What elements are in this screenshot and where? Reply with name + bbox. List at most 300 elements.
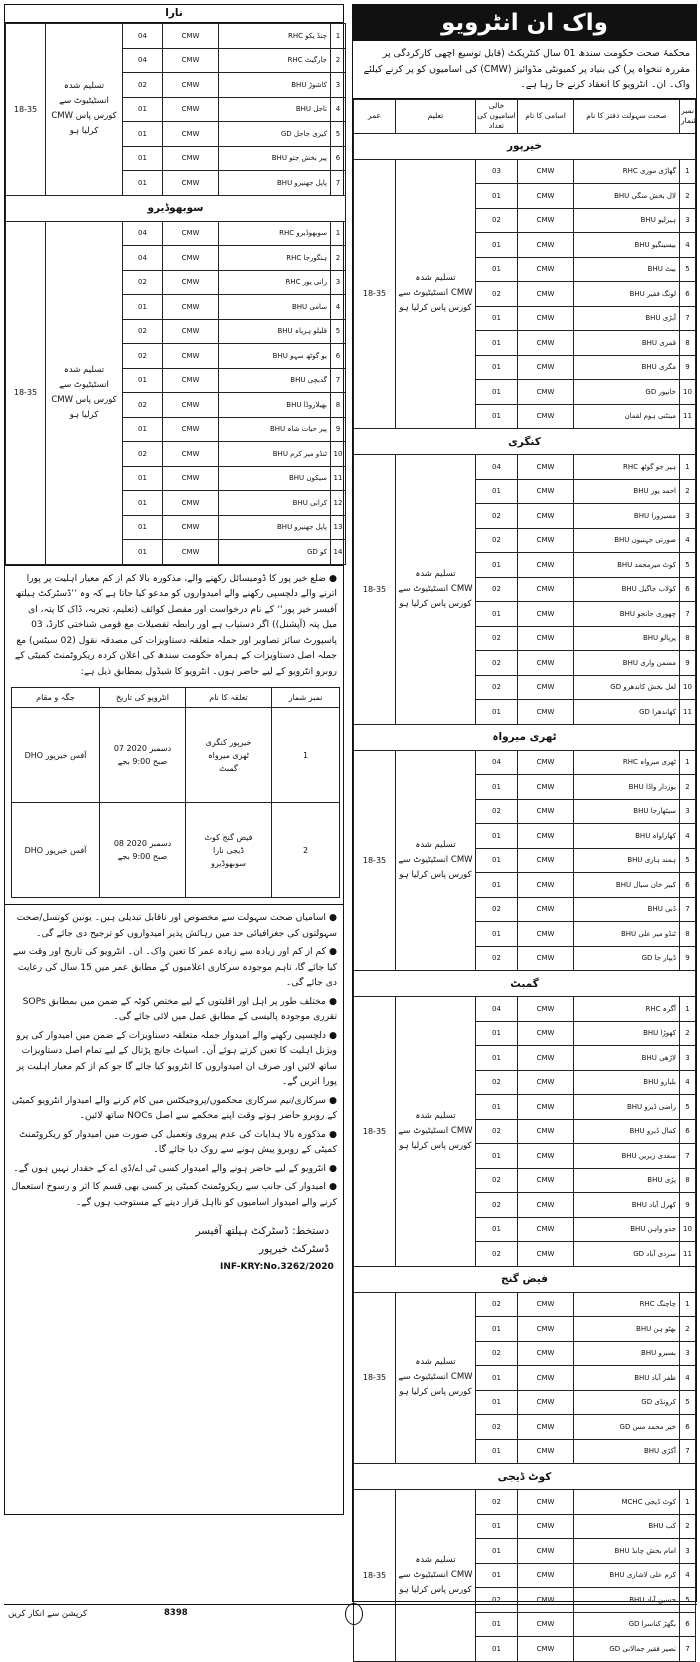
vacancy-count: 04 <box>123 48 163 73</box>
facility-name: BHU ڈبی <box>574 897 680 922</box>
rule-item: ● کم از کم اور زیادہ سے زیادہ عمر کا تعین واک۔ ان۔ انٹرویو کی تاریخ اور وقت سے کیا جائے گا، تاہم موجودہ سرکاری اعلامیوں کے مطابق عمر میں 15 سال کی رعایت دی جائے گی۔ <box>11 944 337 991</box>
education-requirement: تسلیم شدہ انسٹیٹیوٹ سے CMW کورس پاس کرلیا ہو <box>396 1292 476 1464</box>
vacancy-count: 02 <box>476 528 518 553</box>
post-name: CMW <box>163 417 219 442</box>
facility-name: BHU کھرل آباد <box>574 1193 680 1218</box>
serial-number: 11 <box>680 700 696 725</box>
vacancy-count: 02 <box>476 626 518 651</box>
facility-name: BHU کوٹ میرمحمد <box>574 553 680 578</box>
post-name: CMW <box>163 515 219 540</box>
post-name: CMW <box>518 1070 574 1095</box>
vacancy-count: 02 <box>476 799 518 824</box>
schedule-header: انٹرویو کی تاریخ <box>100 688 186 708</box>
serial-number: 6 <box>331 146 346 171</box>
serial-number: 8 <box>331 393 346 418</box>
schedule-header: تعلقہ کا نام <box>186 688 272 708</box>
facility-name: RHC آگرہ <box>574 997 680 1022</box>
section-header-row <box>354 429 696 455</box>
facility-name: BHU کاشوڑ <box>219 73 331 98</box>
post-name: CMW <box>163 48 219 73</box>
post-name: CMW <box>163 466 219 491</box>
serial-number: 1 <box>680 159 696 184</box>
facility-name: BHU پیر حیات شاہ <box>219 417 331 442</box>
serial-number: 9 <box>331 417 346 442</box>
schedule-wrapper <box>5 687 343 898</box>
post-name: CMW <box>518 577 574 602</box>
post-name: CMW <box>518 1366 574 1391</box>
post-name: CMW <box>518 528 574 553</box>
facility-name: BHU ٹنڈو میر علی <box>574 922 680 947</box>
post-name: CMW <box>518 1046 574 1071</box>
facility-name: GD کو <box>219 540 331 565</box>
serial-number: 1 <box>680 750 696 775</box>
serial-number: 4 <box>680 1070 696 1095</box>
vacancy-count: 01 <box>476 355 518 380</box>
post-name: CMW <box>163 393 219 418</box>
serial-number: 2 <box>680 1514 696 1539</box>
schedule-talukas: فیض گنج کوٹ ڈیجی نارا سوبھوڈیرو <box>186 803 272 898</box>
vacancy-count: 01 <box>476 602 518 627</box>
facility-name: BHU مگری <box>574 355 680 380</box>
facility-name: RHC گھاڑی موری <box>574 159 680 184</box>
header-vacancies: خالی اسامیوں کی تعداد <box>476 99 518 133</box>
vacancy-count: 02 <box>476 897 518 922</box>
age-range: 18-35 <box>354 750 396 971</box>
serial-number: 3 <box>680 1046 696 1071</box>
post-name: CMW <box>518 1439 574 1464</box>
vacancy-count: 01 <box>476 553 518 578</box>
vacancy-count: 02 <box>476 1119 518 1144</box>
schedule-talukas: خیرپور کنگری ٹھری میرواہ گمبٹ <box>186 708 272 803</box>
vacancy-count: 01 <box>476 184 518 209</box>
vacancy-count: 01 <box>476 1317 518 1342</box>
vacancy-count: 01 <box>476 404 518 429</box>
post-name: CMW <box>163 97 219 122</box>
vacancy-count: 01 <box>123 295 163 320</box>
vacancy-count: 02 <box>476 282 518 307</box>
post-name: CMW <box>518 848 574 873</box>
serial-number: 2 <box>331 48 346 73</box>
vacancy-count: 04 <box>476 750 518 775</box>
facility-name: BHU بھیلاروڈا <box>219 393 331 418</box>
post-name: CMW <box>518 553 574 578</box>
vacancy-row <box>6 24 346 49</box>
post-name: CMW <box>163 171 219 196</box>
post-name: CMW <box>518 922 574 947</box>
serial-number: 9 <box>680 1193 696 1218</box>
serial-number: 10 <box>680 675 696 700</box>
facility-name: RHC ٹھری میرواہ <box>574 750 680 775</box>
section-header-row <box>6 195 346 221</box>
section-header-row <box>354 971 696 997</box>
schedule-row <box>12 803 340 898</box>
serial-number: 2 <box>680 1317 696 1342</box>
age-range: 18-35 <box>354 1490 396 1662</box>
facility-name: BHU کرانی <box>219 491 331 516</box>
education-requirement: تسلیم شدہ انسٹیٹیوٹ سے CMW کورس پاس کرلیا ہو <box>396 455 476 725</box>
facility-name: BHU بھٹو ہن <box>574 1317 680 1342</box>
post-name: CMW <box>518 257 574 282</box>
post-name: CMW <box>163 146 219 171</box>
serial-number: 10 <box>680 1217 696 1242</box>
serial-number: 2 <box>680 479 696 504</box>
post-name: CMW <box>518 504 574 529</box>
intro-text: محکمۂ صحت حکومت سندھ 01 سال کنٹریکٹ (قابل توسیع اچھی کارکردگی پر مقررہ تنخواہ پر) کی بنیاد پر کمیونٹی مڈوائیز (CMW) کی اسامیوں کو پر کرنے کیلئے واک۔ ان۔ انٹرویو کا انعقاد کرنے جا رہا ہے۔ <box>353 41 696 99</box>
facility-name: BHU گدیچی <box>219 368 331 393</box>
facility-name: RHC چنڈ یکو <box>219 24 331 49</box>
education-requirement: تسلیم شدہ انسٹیٹیوٹ سے CMW کورس پاس کرلیا ہو <box>396 159 476 429</box>
section-header-row <box>354 1464 696 1490</box>
vacancy-count: 01 <box>476 1095 518 1120</box>
facility-name: GD سردی آباد <box>574 1242 680 1267</box>
education-requirement: تسلیم شدہ انسٹیٹیوٹ سے CMW کورس پاس کرلیا ہو <box>46 24 123 196</box>
serial-number: 1 <box>680 997 696 1022</box>
post-name: CMW <box>518 355 574 380</box>
facility-name: RHC سوبھوڈیرو <box>219 221 331 246</box>
serial-number: 5 <box>331 319 346 344</box>
post-name: CMW <box>163 24 219 49</box>
vacancy-count: 04 <box>123 246 163 271</box>
serial-number: 4 <box>331 97 346 122</box>
section-header-row <box>354 724 696 750</box>
schedule-time: صبح 9:00 بجے <box>117 757 168 766</box>
post-name: CMW <box>518 1637 574 1662</box>
header-facility: صحت سہولت دفتر کا نام <box>574 99 680 133</box>
post-name: CMW <box>518 1095 574 1120</box>
facility-name: BHU لال بخش منگی <box>574 184 680 209</box>
post-name: CMW <box>518 1514 574 1539</box>
age-range: 18-35 <box>354 455 396 725</box>
post-name: CMW <box>518 479 574 504</box>
vacancy-count: 02 <box>123 319 163 344</box>
serial-number: 7 <box>680 1144 696 1169</box>
facility-name: RHC رانی پور <box>219 270 331 295</box>
facility-name: BHU پاپل جھنیرو <box>219 171 331 196</box>
facility-name: BHU بسیرو <box>574 1341 680 1366</box>
page-title: واک ان انٹرویو <box>353 5 696 41</box>
vacancy-count: 01 <box>123 97 163 122</box>
serial-number: 2 <box>680 184 696 209</box>
post-name: CMW <box>518 651 574 676</box>
serial-number: 3 <box>680 208 696 233</box>
right-column <box>352 4 698 1653</box>
vacancy-count: 01 <box>476 1637 518 1662</box>
vacancy-count: 01 <box>476 479 518 504</box>
section-title: فیض گنج <box>354 1266 696 1292</box>
post-name: CMW <box>518 184 574 209</box>
facility-name: BHU حسین آباد <box>574 1588 680 1613</box>
vacancy-row <box>354 750 696 775</box>
post-name: CMW <box>518 404 574 429</box>
facility-name: BHU ظفر آباد <box>574 1366 680 1391</box>
signature-line-2: ڈسٹرکٹ خیرپور <box>259 1243 329 1255</box>
schedule-place: DHO آفس خیرپور <box>12 803 100 898</box>
schedule-row <box>12 708 340 803</box>
post-name: CMW <box>518 602 574 627</box>
vacancy-count: 01 <box>123 491 163 516</box>
post-name: CMW <box>163 442 219 467</box>
signature-block <box>5 1218 343 1262</box>
serial-number: 2 <box>680 1021 696 1046</box>
section-title: کوٹ ڈیجی <box>354 1464 696 1490</box>
vacancy-row <box>6 221 346 246</box>
post-name: CMW <box>163 73 219 98</box>
serial-number: 11 <box>680 404 696 429</box>
post-name: CMW <box>518 1292 574 1317</box>
vacancy-count: 01 <box>476 380 518 405</box>
serial-number: 3 <box>680 1341 696 1366</box>
vacancy-count: 02 <box>476 1341 518 1366</box>
serial-number: 3 <box>680 799 696 824</box>
section-title: کنگری <box>354 429 696 455</box>
serial-number: 3 <box>331 73 346 98</box>
notice-paragraph <box>5 565 343 688</box>
facility-name: BHU لاڑھی <box>574 1046 680 1071</box>
facility-name: BHU قمری <box>574 331 680 356</box>
serial-number: 4 <box>680 824 696 849</box>
serial-number: 4 <box>680 233 696 258</box>
serial-number: 1 <box>680 1490 696 1515</box>
vacancy-row <box>354 455 696 480</box>
facility-name: BHU کب <box>574 1514 680 1539</box>
vacancy-count: 02 <box>123 393 163 418</box>
vacancy-count: 02 <box>476 1242 518 1267</box>
schedule-number: 2 <box>272 803 340 898</box>
section-title: ٹھری میرواہ <box>354 724 696 750</box>
post-name: CMW <box>518 1144 574 1169</box>
vacancy-count: 04 <box>123 24 163 49</box>
post-name: CMW <box>518 1390 574 1415</box>
serial-number: 1 <box>331 24 346 49</box>
facility-name: BHU کھوڑا <box>574 1021 680 1046</box>
serial-number: 11 <box>331 466 346 491</box>
post-name: CMW <box>163 221 219 246</box>
vacancy-count: 02 <box>476 1168 518 1193</box>
serial-number: 5 <box>680 1095 696 1120</box>
post-name: CMW <box>163 540 219 565</box>
post-name: CMW <box>163 295 219 320</box>
rule-item: ● مختلف طور پر اہل اور اقلیتوں کے لیے مختص کوٹہ کے ضمن میں بمطابق SOPs تقرری موجودہ پالیسی کے مطابق عمل میں لائی جائے گی۔ <box>11 994 337 1025</box>
vacancy-count: 02 <box>476 1490 518 1515</box>
post-name: CMW <box>518 824 574 849</box>
facility-name: BHU سعدی زیریں <box>574 1144 680 1169</box>
facility-name: BHU کبیر خان سیال <box>574 873 680 898</box>
vacancy-count: 01 <box>123 417 163 442</box>
vacancy-count: 01 <box>476 1144 518 1169</box>
serial-number: 8 <box>680 922 696 947</box>
age-range: 18-35 <box>354 1292 396 1464</box>
vacancy-count: 01 <box>123 146 163 171</box>
facility-name: GD خیر محمد مس <box>574 1415 680 1440</box>
interview-schedule-table <box>11 687 340 898</box>
serial-number: 10 <box>680 380 696 405</box>
facility-name: GD نصیر فقیر جمالانی <box>574 1637 680 1662</box>
education-requirement: تسلیم شدہ انسٹیٹیوٹ سے CMW کورس پاس کرلیا ہو <box>396 1490 476 1662</box>
post-name: CMW <box>518 675 574 700</box>
facility-name: BHU راضی ڈیرو <box>574 1095 680 1120</box>
rule-item: ● دلچسپی رکھنے والے امیدوار جملہ متعلقہ دستاویزات کے ضمن میں امیدوار کی پرو ویژنل اہلیت کا تعین کرتے ہوئے آن۔ اسپاٹ جانچ پڑتال کے لیے تمام اصل دستاویزات ساتھ لائیں اور صرف ان امیدواروں کا انٹرویو کیا جائے گا جو کم از کم معیار اہلیت پر پورا اتریں گے۔ <box>11 1028 337 1090</box>
vacancy-count: 01 <box>476 922 518 947</box>
vacancy-count: 02 <box>123 344 163 369</box>
post-name: CMW <box>518 208 574 233</box>
facility-name: BHU سیٹھارجا <box>574 799 680 824</box>
vacancy-count: 01 <box>123 466 163 491</box>
facility-name: BHU پڑی <box>574 1168 680 1193</box>
serial-number: 13 <box>331 515 346 540</box>
facility-name: BHU کولاب جاگیل <box>574 577 680 602</box>
vacancy-count: 02 <box>476 946 518 971</box>
vacancy-count: 02 <box>476 1588 518 1613</box>
post-name: CMW <box>518 306 574 331</box>
facility-name: BHU احمد پور <box>574 479 680 504</box>
post-name: CMW <box>518 1539 574 1564</box>
post-name: CMW <box>518 1341 574 1366</box>
nara-section-label: نارا <box>4 4 344 22</box>
post-name: CMW <box>518 331 574 356</box>
vacancy-count: 01 <box>476 1612 518 1637</box>
facility-name: GD کھاندھرا <box>574 700 680 725</box>
serial-number: 7 <box>331 171 346 196</box>
serial-number: 8 <box>680 331 696 356</box>
facility-name: BHU پیر بخش جتو <box>219 146 331 171</box>
serial-number: 14 <box>331 540 346 565</box>
post-name: CMW <box>518 750 574 775</box>
vacancy-count: 01 <box>476 824 518 849</box>
vacancy-count: 01 <box>123 171 163 196</box>
post-name: CMW <box>518 1021 574 1046</box>
right-vacancy-table <box>353 99 696 1662</box>
post-name: CMW <box>518 1588 574 1613</box>
vacancy-count: 01 <box>476 775 518 800</box>
age-range: 18-35 <box>354 997 396 1267</box>
left-vacancy-table <box>5 23 346 565</box>
serial-number: 5 <box>680 553 696 578</box>
facility-name: BHU سامی <box>219 295 331 320</box>
vacancy-count: 01 <box>476 1539 518 1564</box>
post-name: CMW <box>163 270 219 295</box>
vacancy-count: 02 <box>123 442 163 467</box>
facility-name: BHU ہیرلیو <box>574 208 680 233</box>
facility-name: BHU امام بخش چانڈ <box>574 1539 680 1564</box>
serial-number: 7 <box>680 1439 696 1464</box>
post-name: CMW <box>518 799 574 824</box>
footer-slogan: کرپشن سے انکار کریں <box>8 1609 88 1619</box>
vacancy-count: 01 <box>123 540 163 565</box>
facility-name: BHU صورتی جہنیوں <box>574 528 680 553</box>
facility-name: BHU کرم علی لاشاری <box>574 1563 680 1588</box>
vacancy-count: 01 <box>476 257 518 282</box>
post-name: CMW <box>518 1563 574 1588</box>
facility-name: BHU پریالو <box>574 626 680 651</box>
serial-number: 4 <box>680 528 696 553</box>
serial-number: 9 <box>680 651 696 676</box>
vacancy-row <box>354 1490 696 1515</box>
post-name: CMW <box>518 946 574 971</box>
serial-number: 7 <box>680 897 696 922</box>
serial-number: 5 <box>680 1390 696 1415</box>
serial-number: 6 <box>680 577 696 602</box>
facility-name: BHU مسیرورا <box>574 504 680 529</box>
facility-name: BHU کمال ڈیرو <box>574 1119 680 1144</box>
serial-number: 3 <box>680 1539 696 1564</box>
post-name: CMW <box>518 282 574 307</box>
serial-number: 5 <box>680 257 696 282</box>
facility-name: BHU بیسینگیو <box>574 233 680 258</box>
schedule-date-cell <box>100 708 186 803</box>
vacancy-count: 01 <box>123 368 163 393</box>
vacancy-count: 02 <box>476 577 518 602</box>
facility-name: GD خانپور <box>574 380 680 405</box>
post-name: CMW <box>163 344 219 369</box>
section-title: خیرپور <box>354 133 696 159</box>
serial-number: 9 <box>680 946 696 971</box>
vacancy-count: 01 <box>476 1046 518 1071</box>
rule-item: ● انٹرویو کے لیے حاضر ہونے والے امیدوار کسی ٹی اے/ڈی اے کے حقدار نہیں ہوں گے۔ <box>11 1161 337 1177</box>
header-age: عمر <box>354 99 396 133</box>
schedule-header: نمبر شمار <box>272 688 340 708</box>
serial-number: 11 <box>680 1242 696 1267</box>
serial-number: 8 <box>680 626 696 651</box>
vacancy-count: 01 <box>476 1563 518 1588</box>
facility-name: BHU آبڑی <box>574 306 680 331</box>
serial-number: 6 <box>680 873 696 898</box>
serial-number: 7 <box>680 1637 696 1662</box>
vacancy-count: 01 <box>476 233 518 258</box>
education-requirement: تسلیم شدہ انسٹیٹیوٹ سے CMW کورس پاس کرلیا ہو <box>396 997 476 1267</box>
section-title: گمبٹ <box>354 971 696 997</box>
vacancy-count: 02 <box>476 1415 518 1440</box>
vacancy-count: 01 <box>476 700 518 725</box>
facility-name: مینٹنی ہوم لقمان <box>574 404 680 429</box>
vacancy-count: 02 <box>476 1193 518 1218</box>
post-name: CMW <box>518 1415 574 1440</box>
serial-number: 3 <box>331 270 346 295</box>
facility-name: BHU کھاراواہ <box>574 824 680 849</box>
vacancy-count: 01 <box>123 515 163 540</box>
serial-number: 1 <box>680 455 696 480</box>
header-serial: نمبر شمار <box>680 99 696 133</box>
vacancy-count: 01 <box>476 1366 518 1391</box>
facility-name: RHC چاچنگ <box>574 1292 680 1317</box>
rule-item: ● سرکاری/نیم سرکاری محکموں/پروجیکٹس میں کام کرنے والے امیدوار انٹرویو کمیٹی کے روبرو حاضر ہوتے وقت اپنے محکمے سے اصل NOCs ساتھ لائیں۔ <box>11 1093 337 1124</box>
schedule-header: جگہ و مقام <box>12 688 100 708</box>
vacancy-count: 01 <box>476 331 518 356</box>
vacancy-count: 02 <box>476 675 518 700</box>
facility-name: BHU بلبارو <box>574 1070 680 1095</box>
vacancy-count: 02 <box>476 504 518 529</box>
facility-name: BHU مسمن واری <box>574 651 680 676</box>
post-name: CMW <box>518 897 574 922</box>
facility-name: BHU ٹنڈو میر کرم <box>219 442 331 467</box>
mascot-logo-icon <box>345 1603 363 1625</box>
vacancy-count: 02 <box>476 1070 518 1095</box>
schedule-number: 1 <box>272 708 340 803</box>
vacancy-count: 01 <box>476 848 518 873</box>
vacancy-count: 02 <box>476 651 518 676</box>
facility-name: BHU چھوری جانجو <box>574 602 680 627</box>
post-name: CMW <box>518 626 574 651</box>
post-name: CMW <box>518 233 574 258</box>
facility-name: BHU بوزدار واڈا <box>574 775 680 800</box>
facility-name: BHU پاپل جھنیرو <box>219 515 331 540</box>
vacancy-count: 02 <box>476 208 518 233</box>
serial-number: 6 <box>680 1415 696 1440</box>
serial-number: 7 <box>680 306 696 331</box>
vacancy-count: 01 <box>476 306 518 331</box>
post-name: CMW <box>518 1490 574 1515</box>
facility-name: BHU قلیلو ہریاہ <box>219 319 331 344</box>
reference-number: INF-KRY:No.3262/2020 <box>220 1262 334 1272</box>
